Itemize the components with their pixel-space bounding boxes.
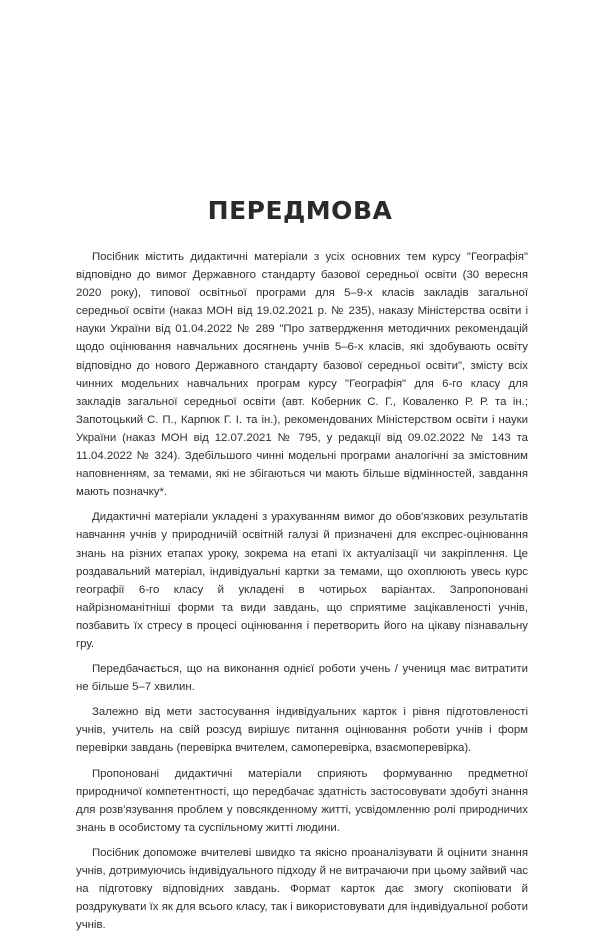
paragraph: Пропоновані дидактичні матеріали сприяють формуванню предметної природничої компетентності, що передбачає здатність застосовувати здобуті знання для розв'язування проблем у повсякденному житті, усвідомленню ролі природничих знань в особистому та суспільному житті людини. (76, 767, 528, 834)
paragraph: Передбачається, що на виконання однієї роботи учень / учениця має витратити не більше 5–7 хвилин. (76, 663, 528, 694)
preface-body (76, 248, 528, 941)
paragraph: Залежно від мети застосування індивідуальних карток і рівня підготовленості учнів, учитель на свій розсуд вирішує питання оцінювання роботи учнів і форм перевірки завдань (перевірка вчителем, самоперевірка, взаємоперевірка). (76, 706, 528, 755)
paragraph: Посібник містить дидактичні матеріали з усіх основних тем курсу "Географія" відповідно до вимог Державного стандарту базової середньої освіти (30 вересня 2020 року), типової освітньої програми для 5–9-х класів закладів загальної середньої освіти (наказ МОН від 19.02.2021 р. № 235), наказу Міністерства освіти і науки України від 01.04.2022 № 289 "Про затвердження методичних рекомендацій щодо оцінювання навчальних досягнень учнів 5–6-х класів, які здобувають освіту відповідно до нового Державного стандарту базової середньої освіти", змісту всіх чинних модельних навчальних програм курсу "Географія" для 6-го класу для закладів загальної середньої освіти (авт. Коберник С. Г., Коваленко Р. Р. та ін.; Запотоцький С. П., Карпюк Г. І. та ін.), рекомендованих Міністерством освіти і науки України (наказ МОН від 12.07.2021 № 795, у редакції від 09.02.2022 № 143 та 11.04.2022 № 324). Здебільшого чинні модельні програми аналогічні за змістовним наповненням, за темами, які не збігаються чи мають більше відмінностей, завдання мають позначку*. (76, 251, 528, 499)
paragraph: Посібник допоможе вчителеві швидко та якісно проаналізувати й оцінити знання учнів, дотримуючись індивідуального підходу й не витрачаючи при цьому зайвий час на підготовку відповідних завдань. Формат карток дає змогу скопіювати й роздрукувати їх як для всього класу, так і використовувати для індивідуальної роботи учнів. (76, 846, 528, 932)
paragraph: Дидактичні матеріали укладені з урахуванням вимог до обов'язкових результатів навчання учнів у природничій освітній галузі й призначені для експрес-оцінювання знань на різних етапах уроку, зокрема на етапі їх актуалізації чи закріплення. Це роздавальний матеріал, індивідуальні картки за темами, що охоплюють увесь курс географії 6-го класу й укладені в чотирьох варіантах. Запропоновані найрізноманітніші форми та види завдань, що сприятиме зацікавленості учнів, позбавить їх стресу в процесі оцінювання і перетворить його на цікаву пізнавальну гру. (76, 511, 528, 650)
page-title: ПЕРЕДМОВА (207, 196, 393, 225)
